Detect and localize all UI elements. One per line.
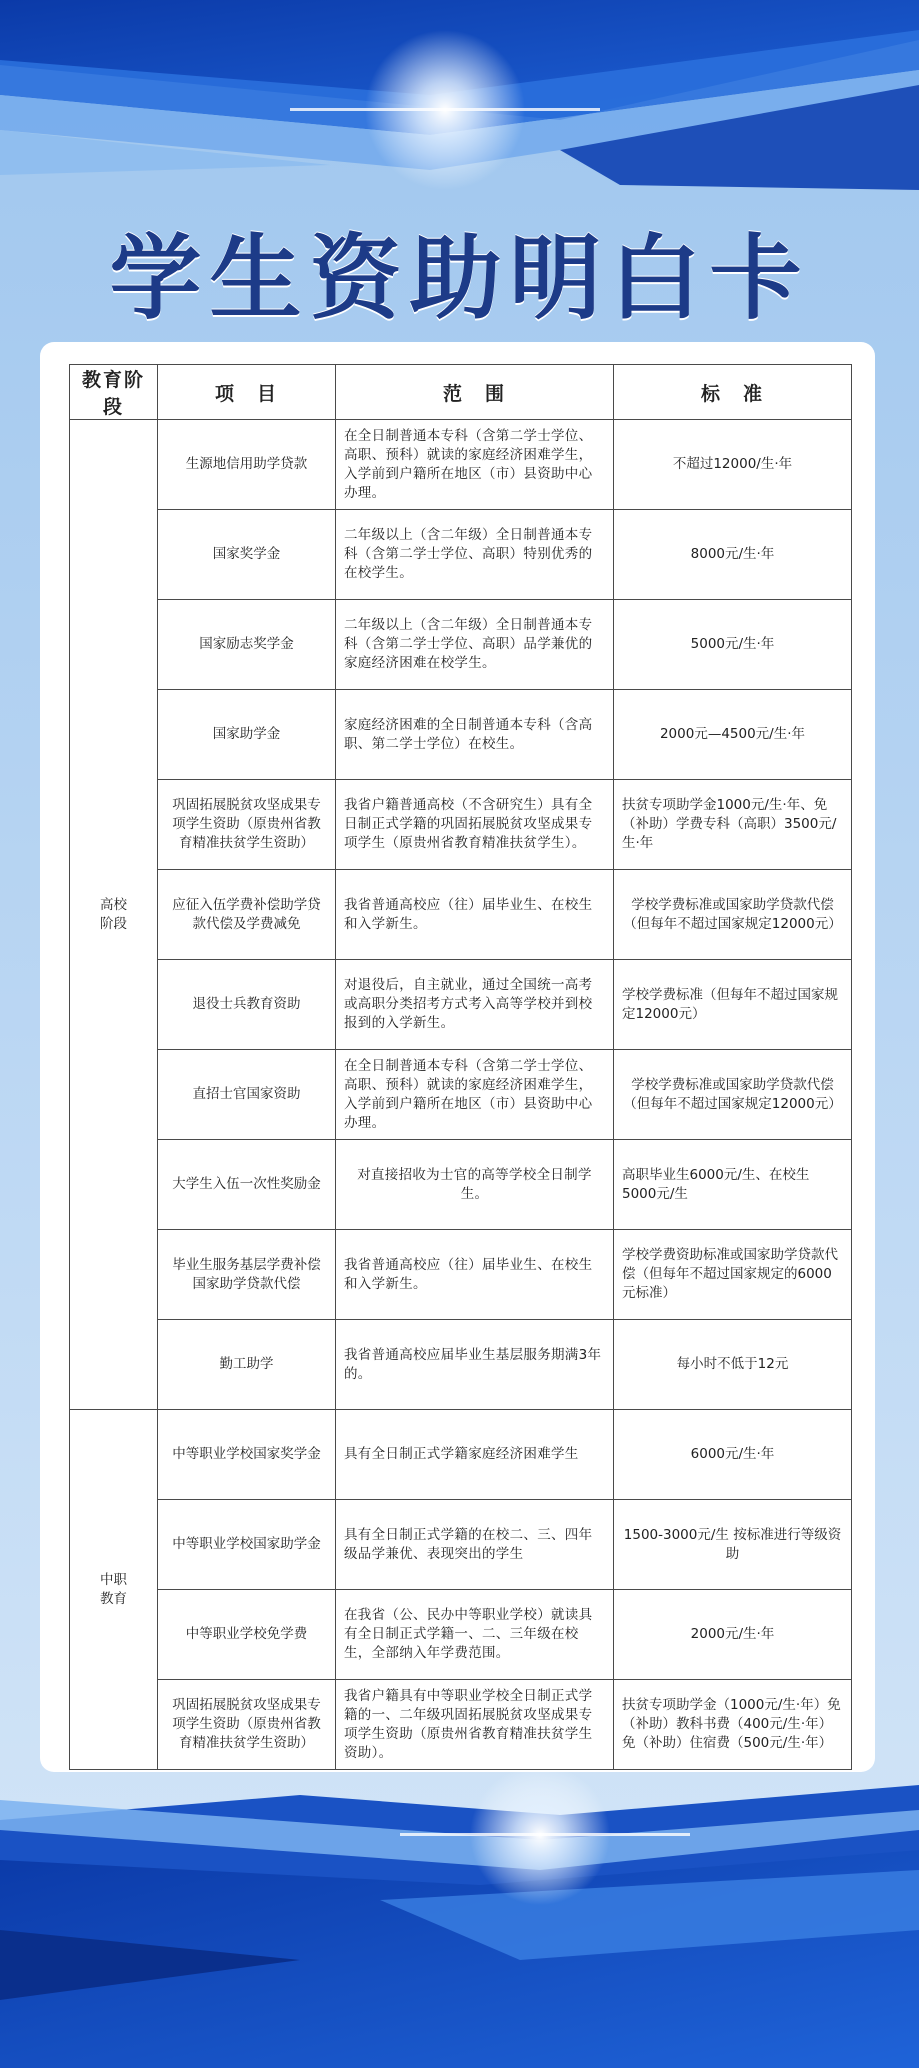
item-cell: 国家助学金 [158,690,336,780]
standard-cell: 学校学费标准或国家助学贷款代偿（但每年不超过国家规定12000元） [614,1050,852,1140]
item-cell: 勤工助学 [158,1320,336,1410]
page-title: 学生资助明白卡 [109,225,810,332]
scope-cell: 我省户籍具有中等职业学校全日制正式学籍的一、二年级巩固拓展脱贫攻坚成果专项学生资助（原贵州省教育精准扶贫学生资助）。 [336,1680,614,1770]
standard-cell: 扶贫专项助学金1000元/生·年、免（补助）学费专科（高职）3500元/生·年 [614,780,852,870]
item-cell: 中等职业学校免学费 [158,1590,336,1680]
table-row [70,780,852,870]
stage-cell-vocational [70,1410,158,1770]
standard-cell: 高职毕业生6000元/生、在校生5000元/生 [614,1140,852,1230]
stage-cell-college [70,420,158,1410]
standard-cell: 2000元/生·年 [614,1590,852,1680]
scope-cell: 具有全日制正式学籍的在校二、三、四年级品学兼优、表现突出的学生 [336,1500,614,1590]
scope-cell: 在我省（公、民办中等职业学校）就读具有全日制正式学籍一、二、三年级在校生，全部纳入年学费范围。 [336,1590,614,1680]
header-stage: 教育阶段 [70,365,158,420]
scope-cell: 对直接招收为士官的高等学校全日制学生。 [336,1140,614,1230]
item-cell: 退役士兵教育资助 [158,960,336,1050]
table-row [70,960,852,1050]
table-row [70,690,852,780]
header-item: 项 目 [158,365,336,420]
scope-cell: 家庭经济困难的全日制普通本专科（含高职、第二学士学位）在校生。 [336,690,614,780]
stage-label-line1: 高校 [100,896,127,913]
table-row [70,1410,852,1500]
table-row [70,1320,852,1410]
item-cell: 巩固拓展脱贫攻坚成果专项学生资助（原贵州省教育精准扶贫学生资助） [158,780,336,870]
standard-cell: 1500-3000元/生 按标准进行等级资助 [614,1500,852,1590]
scope-cell: 在全日制普通本专科（含第二学士学位、高职、预科）就读的家庭经济困难学生，入学前到户籍所在地区（市）县资助中心办理。 [336,420,614,510]
header-scope: 范 围 [336,365,614,420]
standard-cell: 不超过12000/生·年 [614,420,852,510]
table-row [70,600,852,690]
table-row [70,1230,852,1320]
item-cell: 国家奖学金 [158,510,336,600]
scope-cell: 我省普通高校应届毕业生基层服务期满3年的。 [336,1320,614,1410]
item-cell: 中等职业学校国家助学金 [158,1500,336,1590]
table-row [70,1680,852,1770]
stage-label-line1: 中职 [100,1571,127,1588]
standard-cell: 2000元—4500元/生·年 [614,690,852,780]
aid-table [69,364,852,1770]
item-cell: 国家励志奖学金 [158,600,336,690]
table-row [70,1140,852,1230]
item-cell: 毕业生服务基层学费补偿国家助学贷款代偿 [158,1230,336,1320]
header-row [70,365,852,420]
item-cell: 生源地信用助学贷款 [158,420,336,510]
scope-cell: 在全日制普通本专科（含第二学士学位、高职、预科）就读的家庭经济困难学生，入学前到户籍所在地区（市）县资助中心办理。 [336,1050,614,1140]
table-row [70,1590,852,1680]
standard-cell: 学校学费标准（但每年不超过国家规定12000元） [614,960,852,1050]
item-cell: 中等职业学校国家奖学金 [158,1410,336,1500]
scope-cell: 具有全日制正式学籍家庭经济困难学生 [336,1410,614,1500]
scope-cell: 我省普通高校应（往）届毕业生、在校生和入学新生。 [336,1230,614,1320]
stage-label-line2: 阶段 [100,915,127,932]
item-cell: 应征入伍学费补偿助学贷款代偿及学费减免 [158,870,336,960]
scope-cell: 二年级以上（含二年级）全日制普通本专科（含第二学士学位、高职）特别优秀的在校学生。 [336,510,614,600]
table-row [70,1050,852,1140]
scope-cell: 我省户籍普通高校（不含研究生）具有全日制正式学籍的巩固拓展脱贫攻坚成果专项学生（原贵州省教育精准扶贫学生）。 [336,780,614,870]
standard-cell: 学校学费标准或国家助学贷款代偿（但每年不超过国家规定12000元） [614,870,852,960]
table-row [70,1500,852,1590]
item-cell: 直招士官国家资助 [158,1050,336,1140]
table-row [70,870,852,960]
standard-cell: 8000元/生·年 [614,510,852,600]
stage-label-line2: 教育 [100,1590,127,1607]
item-cell: 巩固拓展脱贫攻坚成果专项学生资助（原贵州省教育精准扶贫学生资助） [158,1680,336,1770]
scope-cell: 对退役后，自主就业，通过全国统一高考或高职分类招考方式考入高等学校并到校报到的入学新生。 [336,960,614,1050]
standard-cell: 学校学费资助标准或国家助学贷款代偿（但每年不超过国家规定的6000元标准） [614,1230,852,1320]
standard-cell: 6000元/生·年 [614,1410,852,1500]
scope-cell: 我省普通高校应（往）届毕业生、在校生和入学新生。 [336,870,614,960]
item-cell: 大学生入伍一次性奖励金 [158,1140,336,1230]
standard-cell: 扶贫专项助学金（1000元/生·年）免（补助）教科书费（400元/生·年）免（补助）住宿费（500元/生·年） [614,1680,852,1770]
standard-cell: 每小时不低于12元 [614,1320,852,1410]
header-standard: 标 准 [614,365,852,420]
table-row [70,420,852,510]
scope-cell: 二年级以上（含二年级）全日制普通本专科（含第二学士学位、高职）品学兼优的家庭经济困难在校学生。 [336,600,614,690]
table-row [70,510,852,600]
standard-cell: 5000元/生·年 [614,600,852,690]
